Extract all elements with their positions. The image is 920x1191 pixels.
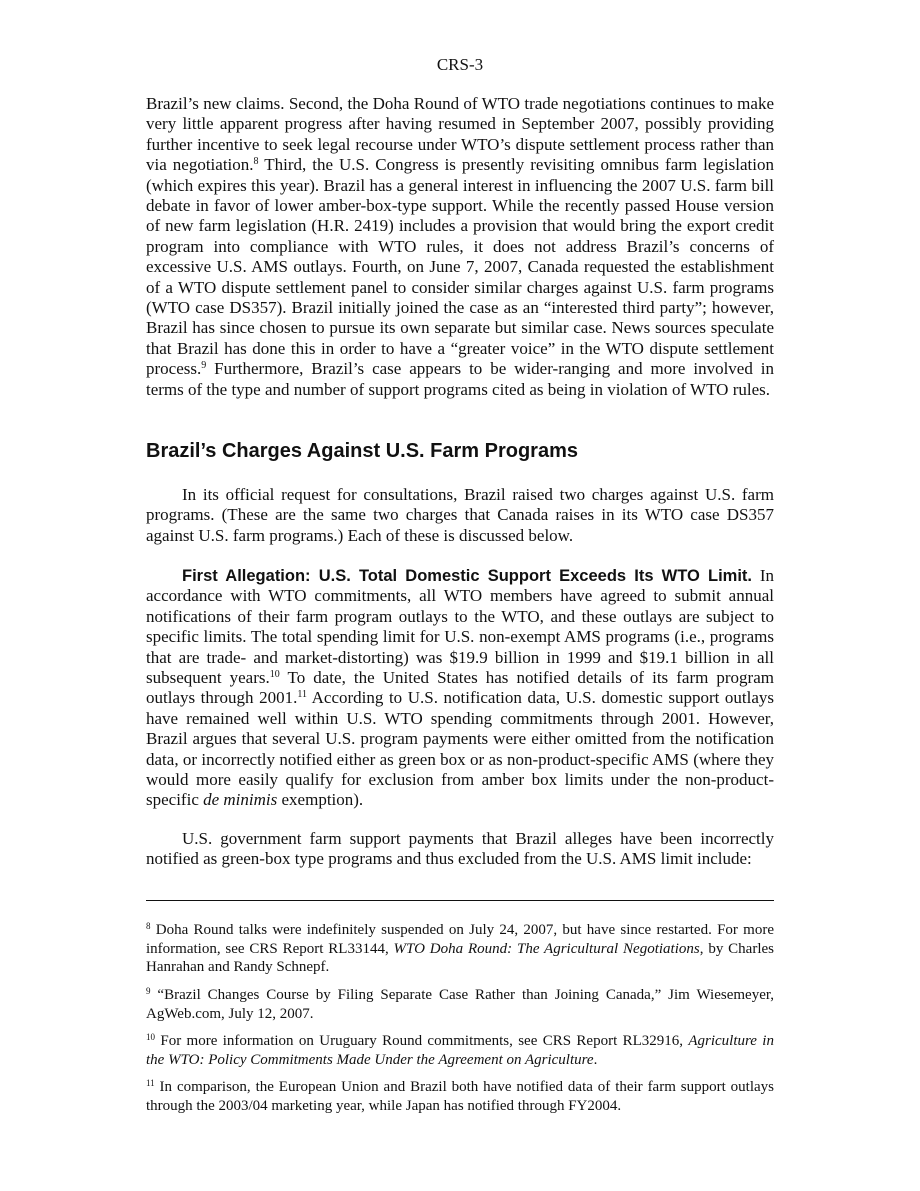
footnote-11-text: In comparison, the European Union and Brazil both have notified data of their farm support outlays through the 2003/04 marketing year, while Japan has notified through FY2004. — [146, 1079, 774, 1114]
footnote-8-text-b: , by Charles Hanrahan and Randy Schnepf. — [146, 940, 774, 976]
footnote-10-number: 10 — [146, 1032, 155, 1042]
footnote-11 — [146, 1078, 774, 1115]
footnote-10 — [146, 1032, 774, 1069]
footnote-8-title: WTO Doha Round: The Agricultural Negotiations — [393, 940, 700, 957]
intro-paragraph — [146, 94, 774, 400]
first-allegation-text-4: exemption). — [277, 790, 364, 810]
first-allegation-text-3: According to U.S. notification data, U.S. domestic support outlays have remained well within U.S. WTO spending commitments through 2001. However, Brazil argues that several U.S. program payments were either omitted from the notification data, or incorrectly notified either as green box or as non-product-specific AMS (where they would more easily qualify for exclusion from amber box limits under the non-product-specific — [146, 688, 774, 810]
footnote-ref-11[interactable]: 11 — [297, 689, 308, 701]
first-allegation-paragraph — [146, 566, 774, 811]
footnote-11-number: 11 — [146, 1078, 155, 1088]
footnote-10-text-b: . — [593, 1051, 598, 1068]
green-box-paragraph: U.S. government farm support payments that Brazil alleges have been incorrectly notified as green-box type programs and thus excluded from the U.S. AMS limit include: — [146, 829, 774, 869]
footnote-10-text-a: For more information on Uruguary Round commitments, see CRS Report RL32916, — [155, 1033, 689, 1049]
footnote-9-text: “Brazil Changes Course by Filing Separate Case Rather than Joining Canada,” Jim Wiesemeyer, AgWeb.com, July 12, 2007. — [146, 987, 774, 1022]
de-minimis-term: de minimis — [203, 790, 278, 810]
section-heading: Brazil’s Charges Against U.S. Farm Programs — [146, 440, 578, 462]
footnote-8-text-a: Doha Round talks were indefinitely suspended on July 24, 2007, but have since restarted. For more information, see CRS Report RL33144, — [146, 922, 774, 957]
footnote-10-title: Agriculture in the WTO: Policy Commitments Made Under the Agreement on Agriculture — [146, 1033, 774, 1068]
page-number: CRS-3 — [436, 55, 484, 74]
footnote-9 — [146, 986, 774, 1023]
footnote-ref-8[interactable]: 8 — [253, 156, 259, 168]
footnote-ref-10[interactable]: 10 — [269, 669, 280, 681]
first-allegation-heading: First Allegation: U.S. Total Domestic Support Exceeds Its WTO Limit. — [182, 567, 752, 585]
first-allegation-text-2: To date, the United States has notified details of its farm program outlays through 2001. — [146, 668, 774, 708]
intro-text-1: Brazil’s new claims. Second, the Doha Round of WTO trade negotiations continues to make very little apparent progress after having resumed in September 2007, possibly providing further incentive to seek legal recourse under WTO’s dispute settlement process rather than via negotiation. — [146, 94, 774, 175]
footnote-separator — [146, 900, 774, 901]
consultation-paragraph: In its official request for consultations, Brazil raised two charges against U.S. farm programs. (These are the same two charges that Canada raises in its WTO case DS357 against U.S. farm programs.) Each of these is discussed below. — [146, 485, 774, 545]
footnote-8 — [146, 921, 774, 977]
footnote-9-number: 9 — [146, 986, 151, 996]
first-allegation-text-1: In accordance with WTO commitments, all WTO members have agreed to submit annual notifications of their farm program outlays to the WTO, and these outlays are subject to specific limits. The total spending limit for U.S. non-exempt AMS programs (i.e., programs that are trade- and market-distorting) was $19.9 billion in 1999 and $19.1 billion in all subsequent years. — [146, 566, 774, 688]
intro-text-2: Third, the U.S. Congress is presently revisiting omnibus farm legislation (which expires this year). Brazil has a general interest in influencing the 2007 U.S. farm bill debate in favor of lower amber-box-type support. While the recently passed House version of new farm legislation (H.R. 2419) includes a provision that would bring the export credit program into compliance with WTO rules, it does not address Brazil’s concerns of excessive U.S. AMS outlays. Fourth, on June 7, 2007, Canada requested the establishment of a WTO dispute settlement panel to consider similar charges against U.S. farm programs (WTO case DS357). Brazil initially joined the case as an “interested third party”; however, Brazil has since chosen to pursue its own separate but similar case. News sources speculate that Brazil has done this in order to have a “greater voice” in the WTO dispute settlement process. — [146, 155, 774, 379]
intro-text-3: Furthermore, Brazil’s case appears to be wider-ranging and more involved in terms of the type and number of support programs cited as being in violation of WTO rules. — [146, 359, 774, 399]
footnote-8-number: 8 — [146, 921, 151, 931]
footnote-ref-9[interactable]: 9 — [201, 360, 207, 372]
